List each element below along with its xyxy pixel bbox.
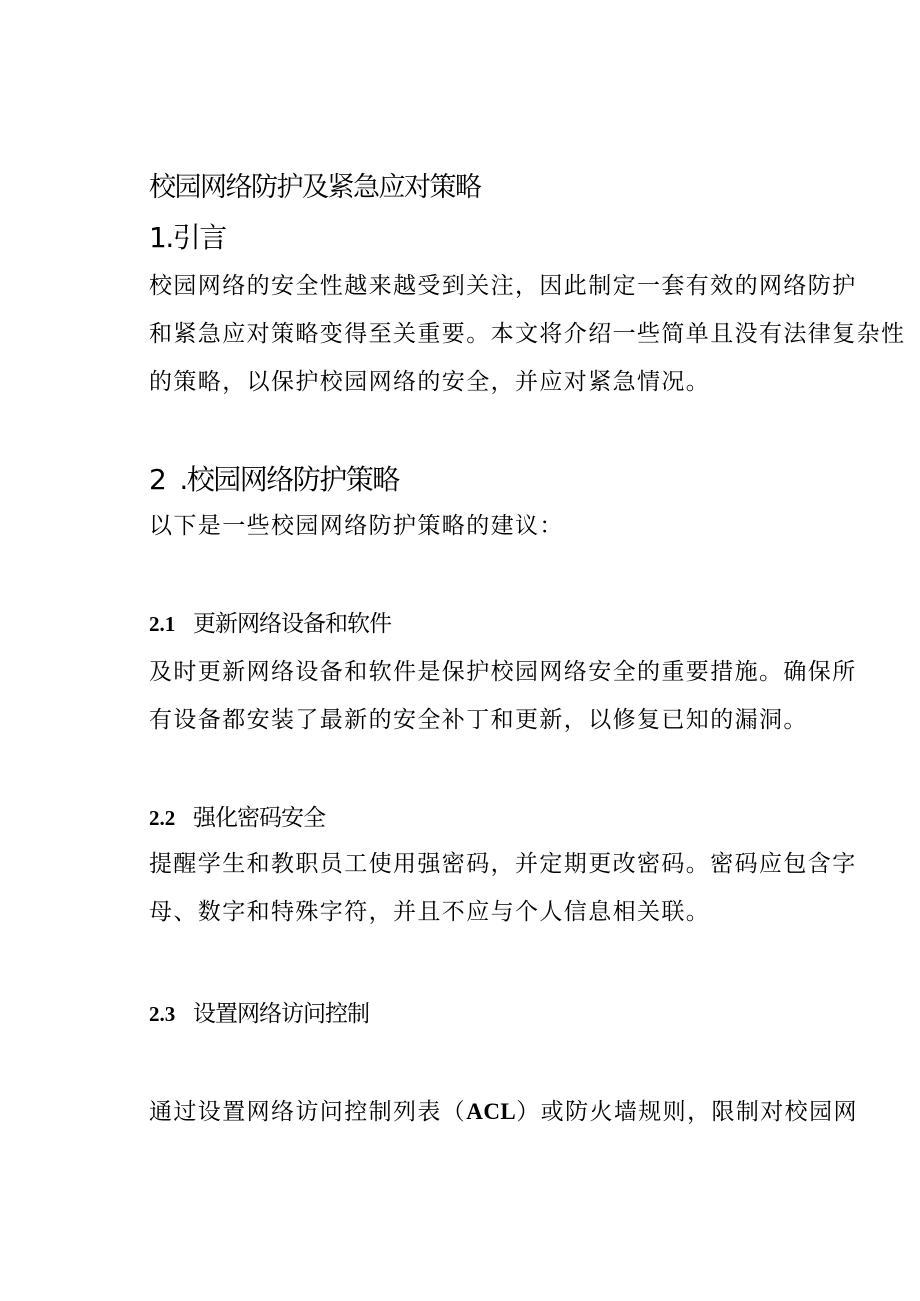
subsection-number: 2.2 [149,806,176,830]
subsection-title: 强化密码安全 [193,805,325,831]
section-2-title: .校园网络防护策略 [179,463,399,496]
subsection-2-1-heading [149,608,391,640]
subsection-2-3-heading [149,998,369,1030]
subsection-2-1-paragraph-line: 有设备都安装了最新的安全补丁和更新，以修复已知的漏洞。 [149,707,808,733]
subsection-2-2-paragraph-line: 提醒学生和教职员工使用强密码，并定期更改密码。密码应包含字 [149,851,857,877]
acl-term: ACL [466,1099,517,1124]
section-1-paragraph-line: 和紧急应对策略变得至关重要。本文将介绍一些简单且没有法律复杂性 [149,321,906,347]
section-1-paragraph-line: 的策略，以保护校园网络的安全，并应对紧急情况。 [149,369,711,395]
paragraph-text: ）或防火墙规则，限制对校园网 [516,1099,858,1125]
subsection-2-2-paragraph-line: 母、数字和特殊字符，并且不应与个人信息相关联。 [149,899,711,925]
subsection-title: 设置网络访问控制 [193,1001,369,1027]
section-2-intro: 以下是一些校园网络防护策略的建议： [149,513,564,539]
subsection-2-1-paragraph-line: 及时更新网络设备和软件是保护校园网络安全的重要措施。确保所 [149,659,857,685]
subsection-title: 更新网络设备和软件 [193,611,391,637]
subsection-number: 2.3 [149,1002,176,1026]
section-2-heading [149,462,399,498]
subsection-number: 2.1 [149,612,176,636]
section-1-heading: 1.引言 [149,221,226,254]
document-title: 校园网络防护及紧急应对策略 [149,172,481,203]
section-2-number: 2 [149,463,166,496]
subsection-2-2-heading [149,802,325,834]
paragraph-text: 通过设置网络访问控制列表（ [149,1099,467,1125]
subsection-2-3-paragraph-line [149,1096,858,1128]
section-1-paragraph-line: 校园网络的安全性越来越受到关注，因此制定一套有效的网络防护 [149,273,857,299]
